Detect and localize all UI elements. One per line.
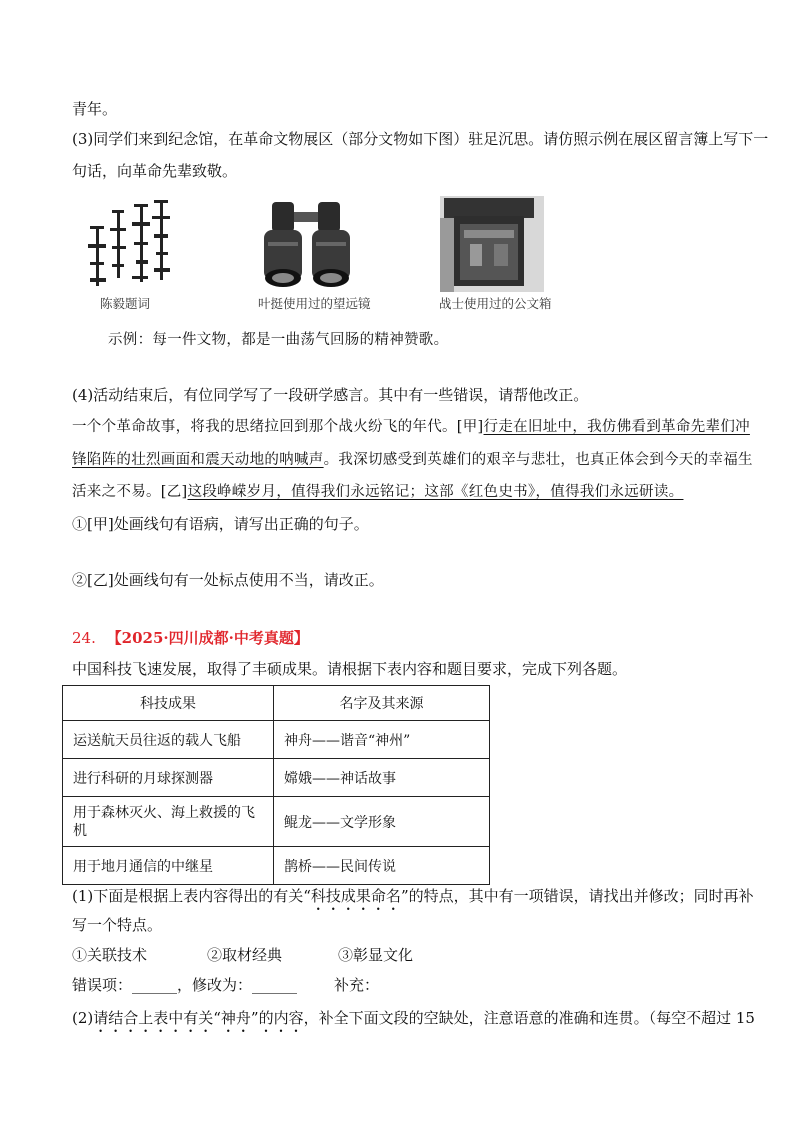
question-3-line1: (3)同学们来到纪念馆，在革命文物展区（部分文物如下图）驻足沉思。请仿照示例在展区留言簿上写下一 [72,130,769,148]
option-2: ②取材经典 [207,946,283,964]
caption-binoculars: 叶挺使用过的望远镜 [258,296,371,311]
sub-question-1: ①[甲]处画线句有语病，请写出正确的句子。 [72,515,369,533]
answer-blanks: 错误项：______，修改为：______ [72,976,298,994]
calligraphy-image [84,196,180,292]
table-row [63,721,490,759]
table-header: 科技成果 [63,686,274,721]
sub-question-2: ②[乙]处画线句有一处标点使用不当，请改正。 [72,571,384,589]
caption-calligraphy: 陈毅题词 [100,296,151,311]
table-cell: 用于森林灭火、海上救援的飞机 [63,797,274,847]
text-span: (2) [72,1009,94,1027]
underlined-sentence-jia-cont: 锋陷阵的壮烈画面和震天动地的呐喊声 [72,452,324,468]
example-sentence: 示例：每一件文物，都是一曲荡气回肠的精神赞歌。 [108,332,449,348]
passage-line3 [72,482,683,502]
option-1: ①关联技术 [72,946,148,964]
supplement-label: 补充： [334,976,380,994]
underlined-sentence-yi: 这段峥嵘岁月，值得我们永远铭记；这部《红色史书》，值得我们永远研读。 [187,484,684,500]
table-cell: 用于地月通信的中继星 [63,847,274,885]
text-span: ”的特点，其中有一项错误，请找出并修改；同时再补 [400,887,754,905]
question-24-1-line2: 写一个特点。 [72,916,163,934]
text-span: (1)下面是根据上表内容得出的有关“ [72,887,311,905]
table-cell: 神舟——谐音“神州” [274,721,490,759]
question-source: 【2025·四川成都·中考真题】 [106,629,309,647]
question-24-1-line1 [72,886,754,914]
passage-line2 [72,450,753,470]
table-header: 名字及其来源 [274,686,490,721]
option-3: ③彰显文化 [338,946,414,964]
passage-text: 。我深切感受到英雄们的艰辛与悲壮，也真正体会到今天的幸福生 [323,452,753,468]
question-3-line2: 句话，向革命先辈致敬。 [72,162,238,180]
question-number: 24. [72,629,96,647]
table-cell: 鲲龙——文学形象 [274,797,490,847]
passage-text: 一个个革命故事，将我的思绪拉回到那个战火纷飞的年代。[甲] [72,419,484,435]
binoculars-image [258,196,358,292]
briefcase-image [440,196,544,292]
table-cell: 运送航天员往返的载人飞船 [63,721,274,759]
calligraphy-text: 新四军军部旧址纪念馆 一九六三年七月 陈毅敬题 [132,291,154,292]
caption-briefcase: 战士使用过的公文箱 [439,296,552,311]
emphasized-text: 请结合上表中有关“神舟”的内容 [93,1009,304,1027]
table-cell: 鹊桥——民间传说 [274,847,490,885]
table-header-row [63,686,490,721]
emphasized-text: 科技成果命名 [310,887,401,905]
question-24-2-line [72,1008,755,1036]
table-row [63,847,490,885]
question-4-line: (4)活动结束后，有位同学写了一段研学感言。其中有一些错误，请帮他改正。 [72,386,589,404]
question-24-header [72,628,309,648]
question-24-intro: 中国科技飞速发展，取得了丰硕成果。请根据下表内容和题目要求，完成下列各题。 [72,660,628,678]
tech-table [62,685,490,885]
table-cell: 进行科研的月球探测器 [63,759,274,797]
table-row [63,797,490,847]
table-cell: 嫦娥——神话故事 [274,759,490,797]
table-row [63,759,490,797]
passage-text: 活来之不易。[乙] [72,484,188,500]
text-line: 青年。 [72,100,118,118]
passage-line1 [72,417,750,437]
text-span: ，补全下面文段的空缺处，注意语意的准确和连贯。（每空不超过 15 [303,1009,755,1027]
underlined-sentence-jia: 行走在旧址中，我仿佛看到革命先辈们冲 [483,419,750,435]
